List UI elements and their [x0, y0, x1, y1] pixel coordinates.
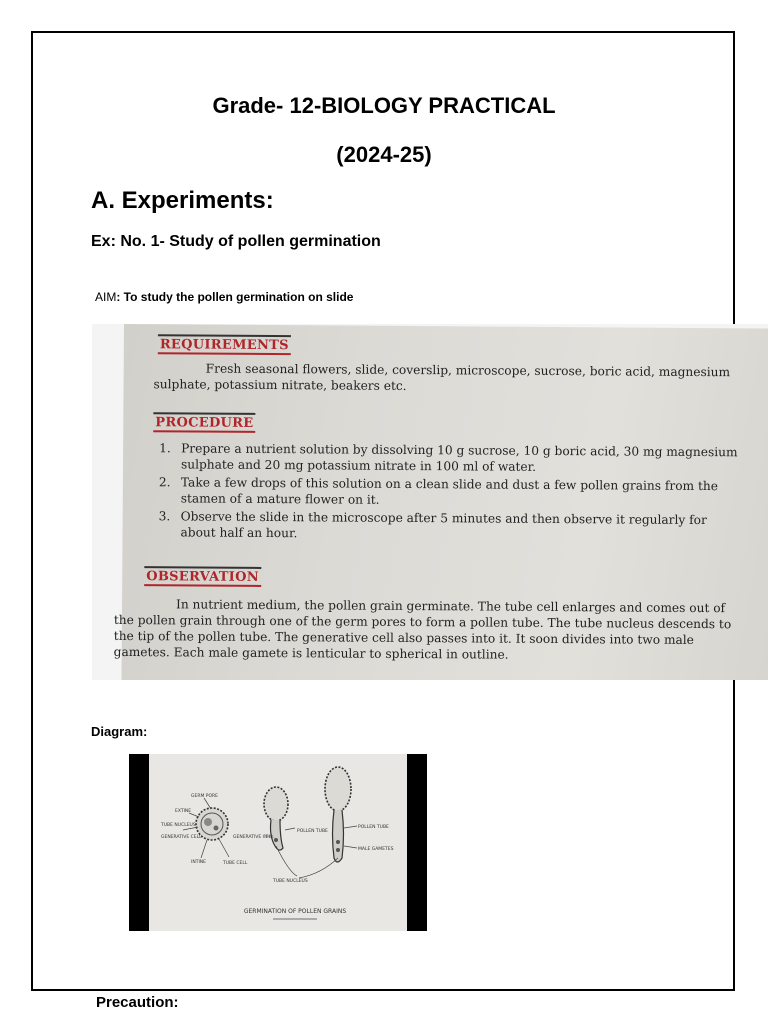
procedure-heading: PROCEDURE — [153, 412, 255, 433]
label-generative-cell: GENERATIVE CELL — [161, 835, 202, 840]
label-male-gametes: MALE GAMETES — [358, 847, 394, 852]
label-tube-cell: TUBE CELL — [223, 861, 248, 866]
label-generative-cell-mid: GENERATIVE CELL — [233, 835, 274, 840]
aim-label: AIM — [95, 290, 117, 304]
label-intine: INTINE — [191, 860, 206, 865]
pollen-diagram-photo — [129, 754, 427, 931]
pollen-grain-middle — [264, 787, 288, 821]
pollen-tube-right — [333, 810, 344, 862]
textbook-photo — [92, 324, 768, 680]
label-pollen-tube-right: POLLEN TUBE — [358, 825, 389, 830]
textbook-page — [113, 324, 768, 680]
page-title: Grade- 12-BIOLOGY PRACTICAL — [212, 93, 556, 118]
procedure-step: 2. Take a few drops of this solution on a clean slide and dust a few pollen grains from the stamen of a mature flower on it. — [158, 475, 719, 507]
section-heading: A. Experiments: — [91, 187, 274, 214]
diagram-label: Diagram: — [91, 724, 148, 739]
pollen-germination-drawing — [149, 754, 407, 931]
precaution-heading: Precaution: — [96, 994, 179, 1011]
experiment-title: Ex: No. 1- Study of pollen germination — [91, 233, 381, 250]
requirements-text: Fresh seasonal flowers, slide, coverslip, microscope, sucrose, boric acid, magnesium sulphate, potassium nitrate, beakers etc. — [153, 361, 731, 393]
label-tube-nucleus-bottom: TUBE NUCLEUS — [273, 879, 308, 884]
label-pollen-tube-mid: POLLEN TUBE — [297, 829, 328, 834]
aim-line — [95, 290, 353, 304]
observation-heading: OBSERVATION — [144, 566, 261, 587]
procedure-step: 1. Prepare a nutrient solution by dissolving 10 g sucrose, 10 g boric acid, 30 mg magnesium sulphate and 20 mg potassium nitrate in 100 ml of water. — [159, 441, 738, 474]
label-extine: EXTINE — [175, 809, 192, 814]
label-tube-nucleus-left: TUBE NUCLEUS — [161, 823, 196, 828]
academic-year: (2024-25) — [336, 142, 432, 167]
procedure-list — [150, 440, 741, 546]
procedure-step: 3. Observe the slide in the microscope after 5 minutes and then observe it regularly for about half an hour. — [158, 509, 707, 541]
pollen-diagram-sheet — [149, 754, 407, 931]
diagram-caption: GERMINATION OF POLLEN GRAINS — [243, 908, 347, 915]
pollen-grain-right — [325, 767, 351, 811]
observation-text: In nutrient medium, the pollen grain germinate. The tube cell enlarges and comes out of the pollen grain through one of the germ pores to form a pollen tube. The tube nucleus descends to the tip of the pollen tube. The generative cell also passes into it. It soon divides into two male gametes. Each male gamete is lenticular to spherical in outline. — [113, 597, 732, 662]
generative-cell-dot — [214, 826, 219, 831]
tube-cell-nucleus — [204, 818, 212, 826]
label-germ-pore: GERM PORE — [191, 794, 218, 799]
aim-text: : To study the pollen germination on slide — [116, 290, 354, 304]
requirements-heading: REQUIREMENTS — [158, 334, 291, 355]
